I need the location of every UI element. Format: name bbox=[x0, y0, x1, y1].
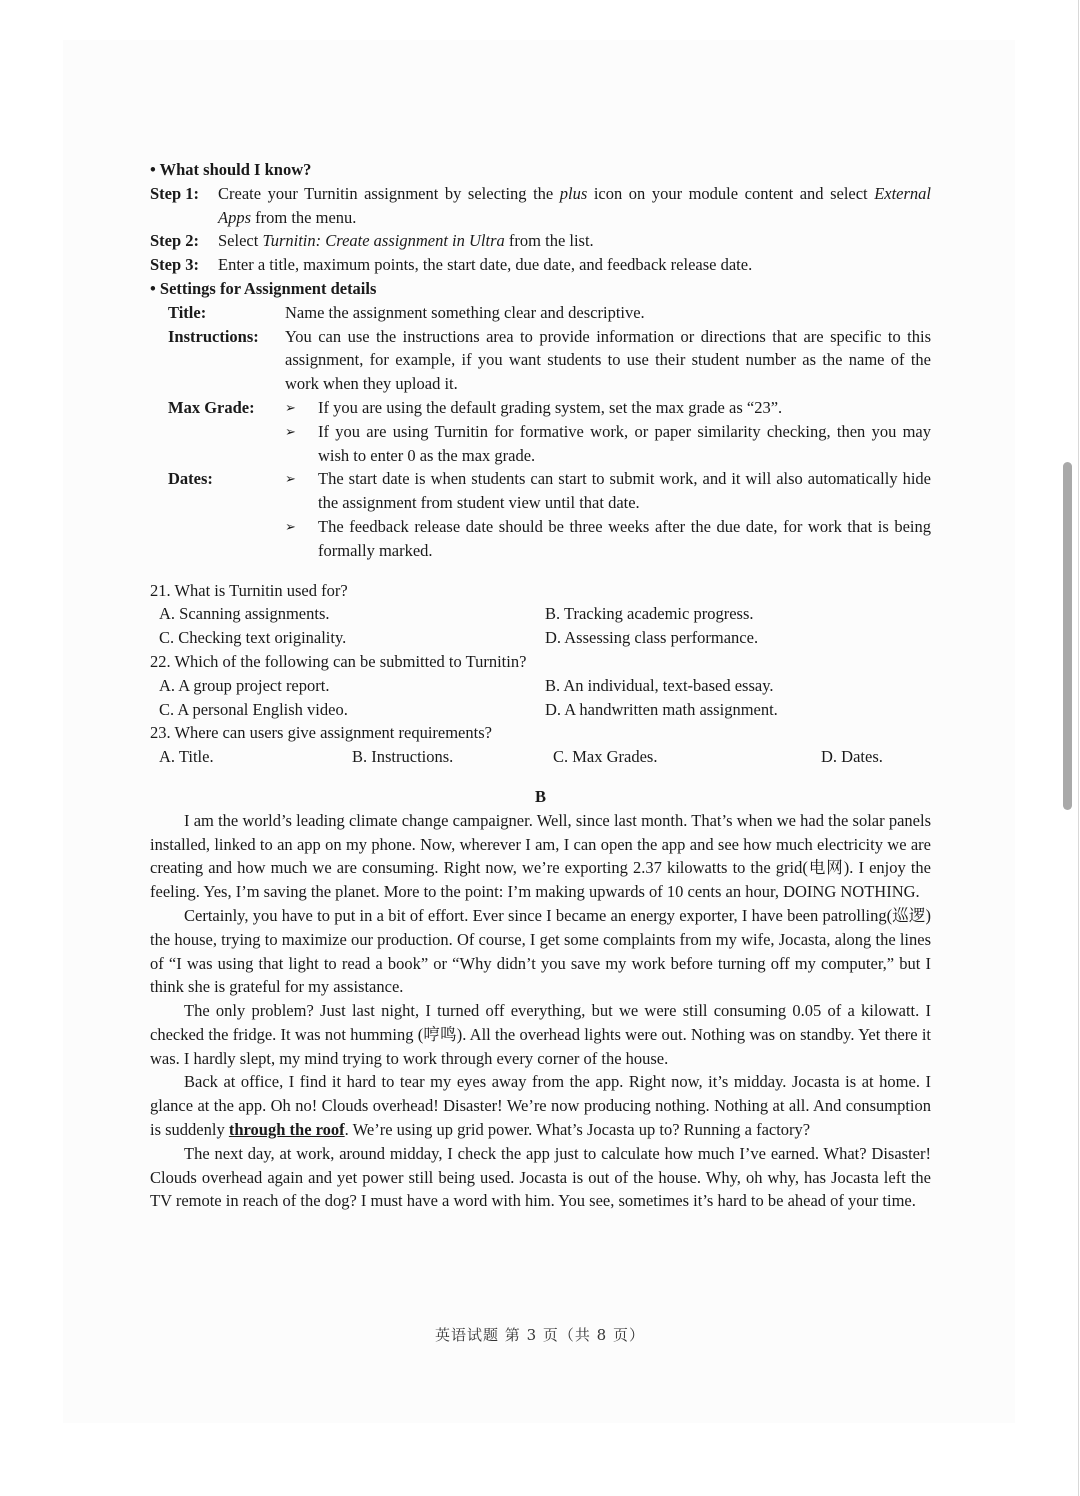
option: A. Title. bbox=[159, 747, 214, 767]
setting-instructions bbox=[150, 325, 931, 396]
document-content bbox=[150, 158, 931, 1213]
bullet-text: If you are using the default grading system, set the max grade as “23”. bbox=[318, 397, 783, 417]
options-row bbox=[150, 698, 931, 722]
option: B. An individual, text-based essay. bbox=[545, 675, 774, 695]
bullet-item bbox=[285, 515, 931, 563]
text-run: . We’re using up grid power. What’s Jocasta up to? Running a factory? bbox=[344, 1120, 811, 1140]
options-row bbox=[150, 674, 931, 698]
paragraph: The only problem? Just last night, I turned off everything, but we were still consuming 0.05 of a kilowatt. I checked the fridge. It was not humming (哼鸣). All the overhead lights were out. Nothing was on standby. Yet there it was. I hardly slept, my mind trying to work through every corner of the house. bbox=[150, 1001, 931, 1068]
paragraph: The next day, at work, around midday, I check the app just to calculate how much I’ve earned. What? Disaster! Clouds overhead again and yet power still being used. Jocasta is out of the house. Why, oh why, has Jocasta left the TV remote in reach of the dog? I must have a word with him. You see, sometimes it’s hard to be ahead of your time. bbox=[150, 1143, 931, 1211]
bullet-item bbox=[285, 396, 931, 420]
setting-title bbox=[150, 301, 931, 325]
step-label: Step 1: bbox=[150, 183, 200, 203]
step-label: Step 3: bbox=[150, 255, 200, 275]
arrow-bullet-icon: ➢ bbox=[285, 423, 296, 439]
bullet-text: The feedback release date should be three weeks after the due date, for work that is being formally marked. bbox=[318, 516, 931, 560]
options-row bbox=[150, 626, 931, 650]
arrow-bullet-icon: ➢ bbox=[285, 518, 296, 534]
scrollbar-thumb[interactable] bbox=[1063, 462, 1072, 810]
section-heading-know: • What should I know? bbox=[150, 160, 312, 179]
option: A. Scanning assignments. bbox=[159, 604, 330, 624]
paragraph: I am the world’s leading climate change campaigner. Well, since last month. That’s when we had the solar panels installed, linked to an app on my phone. Now, wherever I am, I can open the app and see how much electricity we are creating and how much we are consuming. Right now, we’re exporting 2.37 kilowatts to the grid(电网). I enjoy the feeling. Yes, I’m saving the planet. More to the point: I’m making upwards of 10 cents an hour, DOING NOTHING. bbox=[150, 810, 931, 902]
option: A. A group project report. bbox=[159, 675, 330, 695]
option: D. Dates. bbox=[821, 747, 883, 767]
question-stem: 23. Where can users give assignment requirements? bbox=[150, 723, 492, 743]
step-text bbox=[218, 182, 931, 230]
bullet-item bbox=[285, 420, 931, 468]
arrow-bullet-icon: ➢ bbox=[285, 471, 296, 487]
arrow-bullet-icon: ➢ bbox=[285, 399, 296, 415]
bullet-list bbox=[285, 467, 931, 562]
setting-label: Title: bbox=[168, 302, 207, 322]
option: C. Max Grades. bbox=[553, 747, 658, 767]
step-label: Step 2: bbox=[150, 231, 200, 251]
step-1 bbox=[150, 182, 931, 230]
option: D. A handwritten math assignment. bbox=[545, 699, 778, 719]
setting-label: Max Grade: bbox=[168, 397, 255, 417]
options-row bbox=[150, 745, 931, 769]
passage-letter: B bbox=[534, 786, 546, 806]
text-run: Create your Turnitin assignment by selecting the bbox=[218, 183, 560, 203]
bullet-item bbox=[285, 467, 931, 515]
window-edge bbox=[1078, 0, 1079, 1496]
setting-text: You can use the instructions area to provide information or directions that are specific to this assignment, for example, if you want students to use their student number as the name of the work when they upload it. bbox=[285, 326, 931, 394]
bullet-text: The start date is when students can start to submit work, and it will also automatically hide the assignment from student view until that date. bbox=[318, 469, 931, 513]
questions bbox=[150, 579, 931, 769]
setting-dates bbox=[150, 467, 931, 562]
option: C. Checking text originality. bbox=[159, 628, 347, 648]
paragraph bbox=[150, 1070, 931, 1141]
step-text bbox=[218, 229, 931, 253]
underlined-phrase: through the roof bbox=[228, 1120, 345, 1140]
setting-text: Name the assignment something clear and descriptive. bbox=[285, 302, 645, 322]
text-run: Select bbox=[218, 231, 263, 251]
text-run-italic: plus bbox=[559, 183, 588, 203]
setting-max-grade bbox=[150, 396, 931, 467]
bullet-text: If you are using Turnitin for formative work, or paper similarity checking, then you may wish to enter 0 as the max grade. bbox=[318, 421, 931, 465]
options-row bbox=[150, 602, 931, 626]
step-2 bbox=[150, 229, 931, 253]
option: B. Tracking academic progress. bbox=[545, 604, 754, 624]
option: D. Assessing class performance. bbox=[545, 628, 759, 648]
text-run: from the menu. bbox=[251, 207, 357, 227]
text-run: from the list. bbox=[504, 231, 594, 251]
text-run: Back at office, I find it hard to tear my eyes away from the app. Right now, it’s midday. Jocasta is at home. I glance at the app. Oh no! Clouds overhead! Disaster! We’re now producing nothing. Nothing at all. And consumption is suddenly bbox=[150, 1072, 931, 1140]
question-stem: 22. Which of the following can be submitted to Turnitin? bbox=[150, 651, 527, 671]
text-run-italic: Turnitin: Create assignment in Ultra bbox=[262, 231, 505, 251]
page-footer: 英语试题 第 3 页（共 8 页） bbox=[435, 1326, 645, 1344]
step-text: Enter a title, maximum points, the start date, due date, and feedback release date. bbox=[218, 255, 753, 275]
paragraph: Certainly, you have to put in a bit of effort. Ever since I became an energy exporter, I have been patrolling(巡逻) the house, trying to maximize our production. Of course, I get some complaints from my wife, Jocasta, along the lines of “I was using that light to read a book” or “Why didn’t you save my work before turning off my computer,” but I think she is grateful for my assistance. bbox=[150, 905, 931, 997]
step-3 bbox=[150, 253, 931, 277]
setting-label: Dates: bbox=[168, 469, 213, 489]
option: C. A personal English video. bbox=[159, 699, 348, 719]
text-run: icon on your module content and select bbox=[587, 183, 875, 203]
text-run-italic: External Apps bbox=[218, 183, 932, 227]
question-stem: 21. What is Turnitin used for? bbox=[150, 580, 348, 600]
bullet-list bbox=[285, 396, 931, 467]
setting-label: Instructions: bbox=[168, 326, 259, 346]
option: B. Instructions. bbox=[352, 747, 454, 767]
section-heading-settings: • Settings for Assignment details bbox=[150, 278, 377, 298]
